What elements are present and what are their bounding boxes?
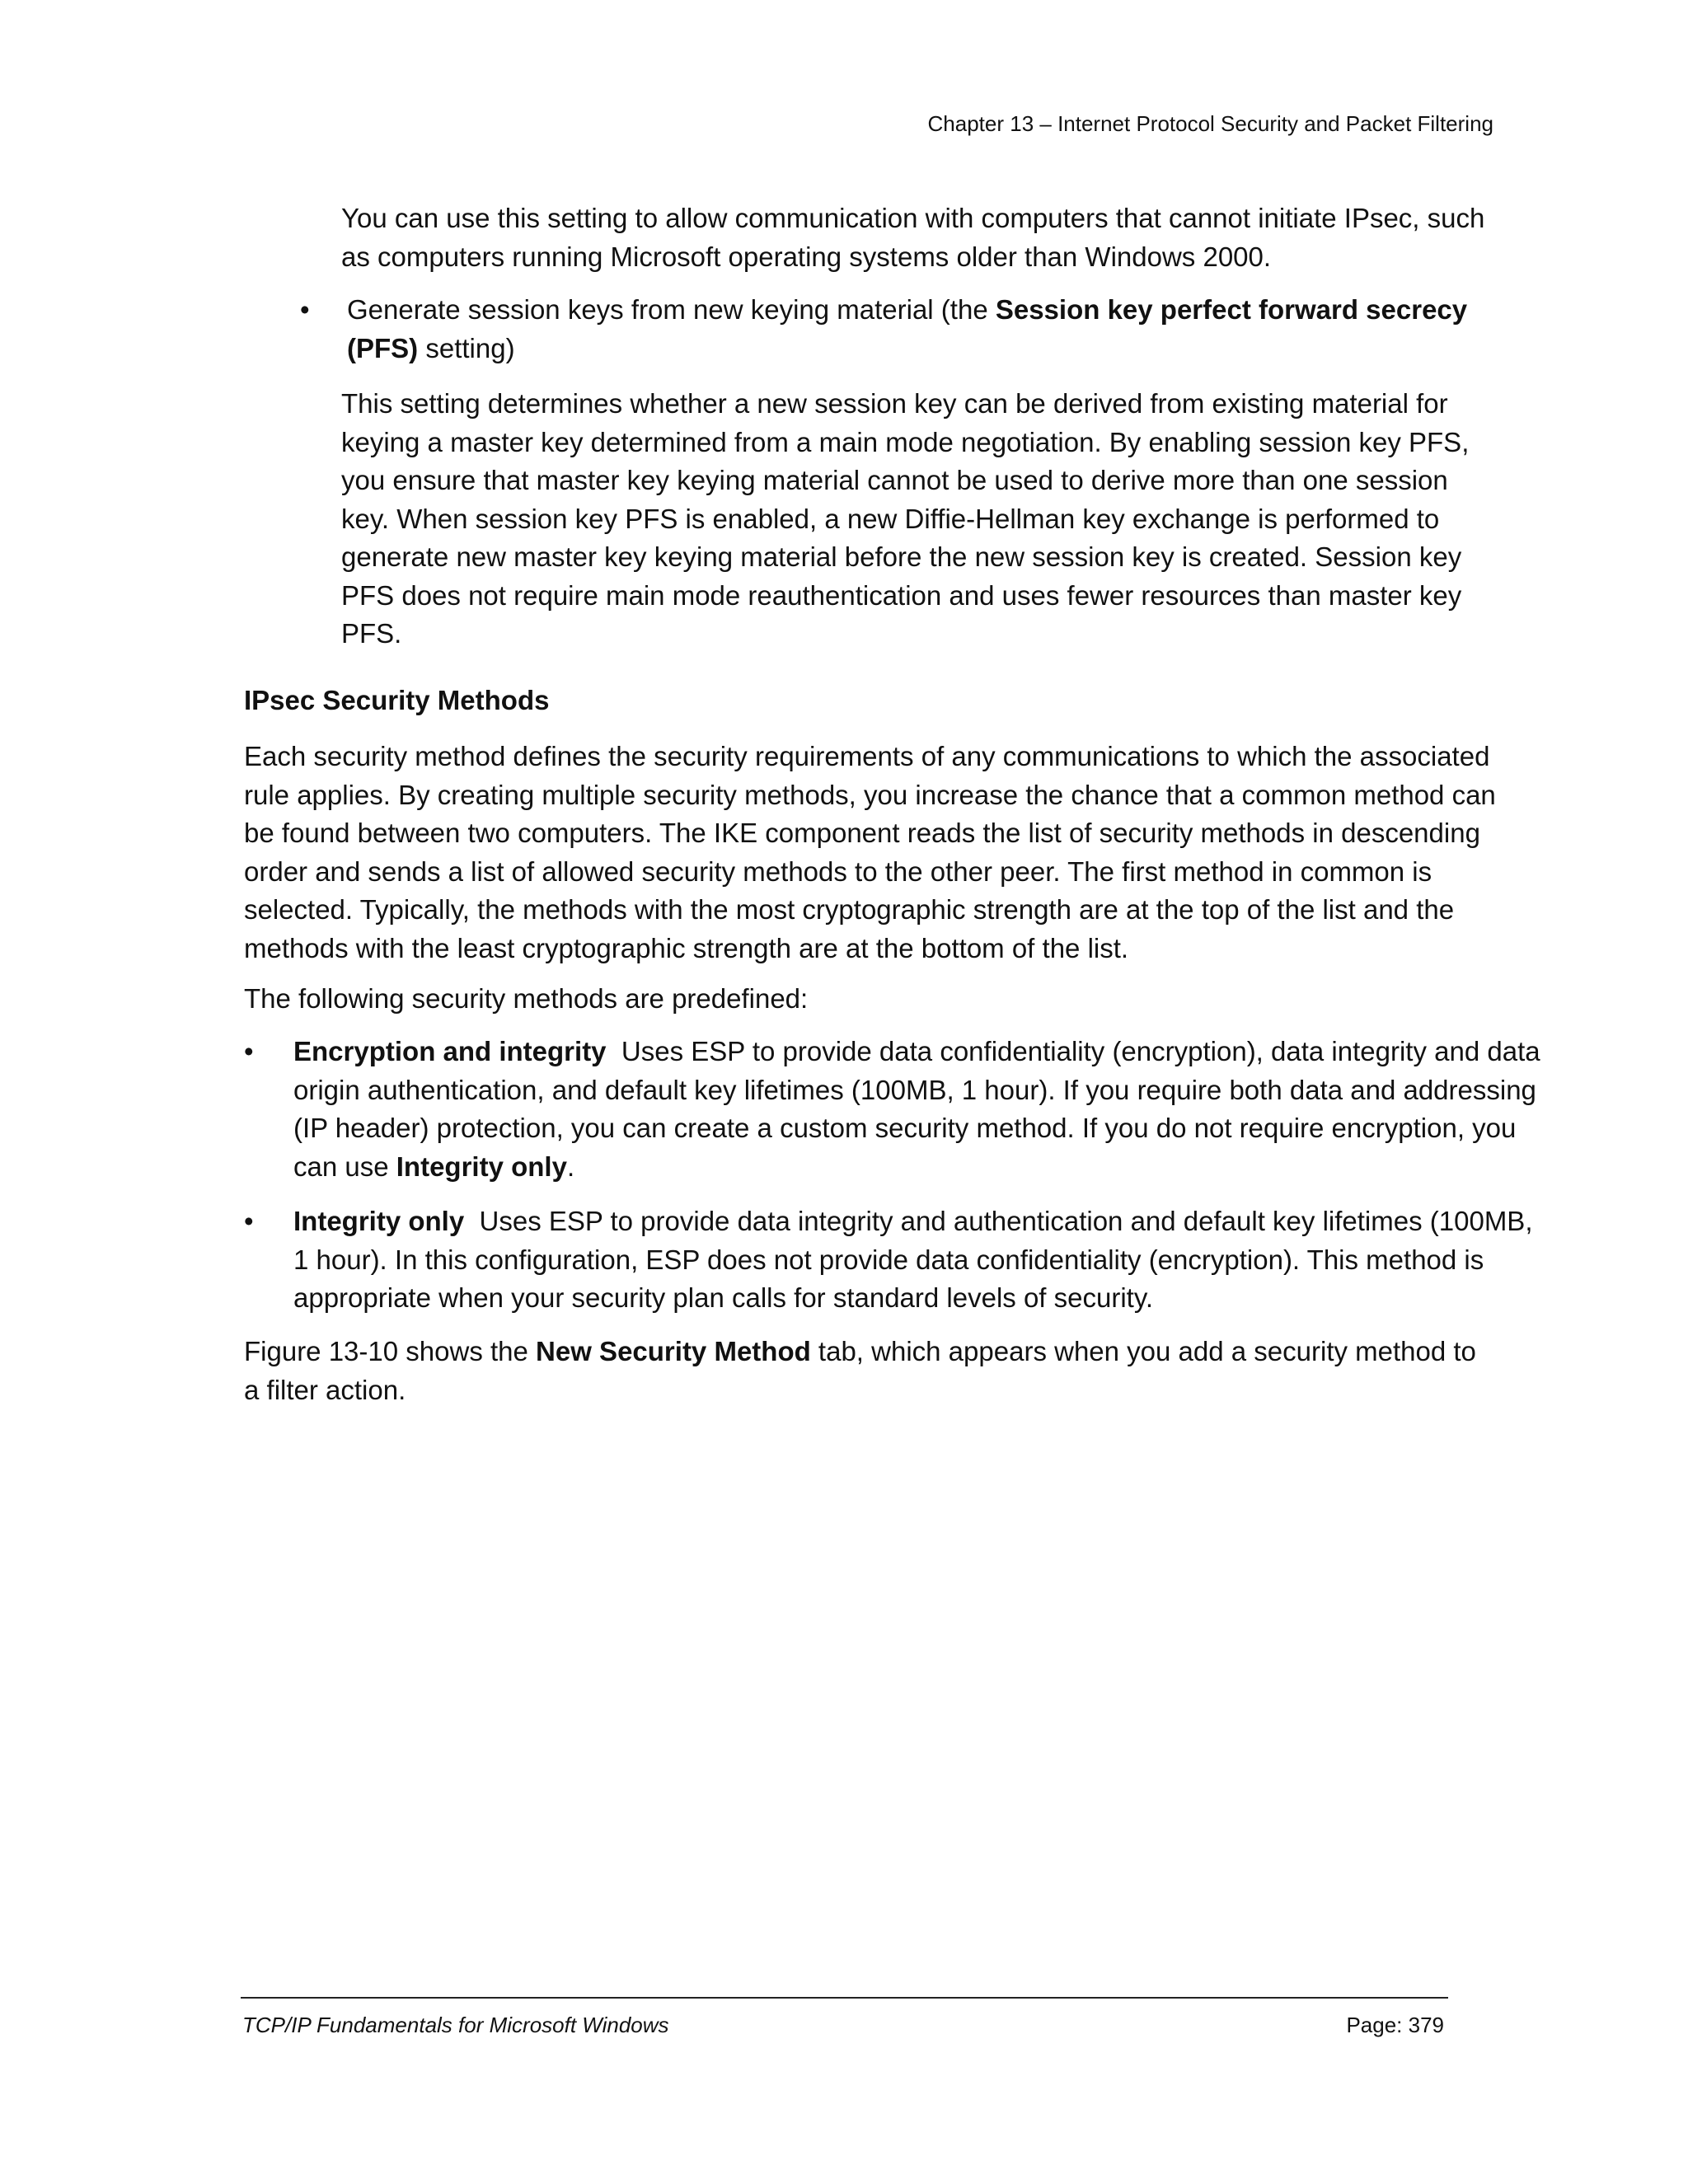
footer-page-number: Page: 379 <box>1346 2013 1444 2037</box>
method-term: Integrity only <box>293 1206 465 1236</box>
figure-ref-tail: tab, which appears when you add a security method to a filter action. <box>244 1336 1476 1405</box>
figure-ref-bold: New Security Method <box>536 1336 811 1366</box>
section-heading: IPsec Security Methods <box>244 685 550 715</box>
intro-paragraph: You can use this setting to allow communication with computers that cannot initiate IPsec, such as computers running Microsoft operating systems older than Windows 2000. <box>341 203 1485 272</box>
section-paragraph: Each security method defines the security requirements of any communications to which the associated rule applies. By creating multiple security methods, you increase the chance that a common method can be found between two computers. The IKE component reads the list of security methods in descending order and sends a list of allowed security methods to the other peer. The first method in common is selected. Typically, the methods with the most cryptographic strength are at the top of the list and the methods with the least cryptographic strength are at the bottom of the list. <box>244 741 1496 963</box>
bullet-marker: • <box>244 1036 254 1066</box>
footer-book-title: TCP/IP Fundamentals for Microsoft Windows <box>242 2013 669 2037</box>
footer-rule <box>241 1997 1448 1999</box>
pfs-bullet-item <box>347 291 1484 368</box>
method-end: . <box>566 1151 575 1182</box>
bullet-marker: • <box>244 1206 254 1236</box>
pfs-paragraph: This setting determines whether a new session key can be derived from existing material for keying a master key determined from a main mode negotiation. By enabling session key PFS, you ensure that master key keying material cannot be used to derive more than one session key. When session key PFS is enabled, a new Diffie-Hellman key exchange is performed to generate new master key keying material before the new session key is created. Session key PFS does not require main mode reauthentication and uses fewer resources than master key PFS. <box>341 388 1470 649</box>
method-description: Uses ESP to provide data confidentiality (encryption), data integrity and data origin authentication, and default key lifetimes (100MB, 1 hour). If you require both data and addressing (IP header) protection, you can create a custom security method. If you do not require encryption, you can use <box>293 1036 1548 1182</box>
bullet-marker: • <box>300 294 310 325</box>
predefined-intro: The following security methods are predefined: <box>244 983 809 1014</box>
pfs-bullet-bold: Session key perfect forward secrecy (PFS) <box>347 294 1468 363</box>
method-item-encryption-and-integrity <box>293 1033 1546 1186</box>
pfs-bullet-tail: setting) <box>418 332 515 363</box>
method-description: Uses ESP to provide data integrity and authentication and default key lifetimes (100MB, 1 hour). In this configuration, ESP does not provide data confidentiality (encryption). This method is appropriate when your security plan calls for standard levels of security. <box>293 1206 1540 1313</box>
method-ref-bold: Integrity only <box>396 1151 567 1182</box>
method-item-integrity-only <box>293 1202 1546 1318</box>
figure-reference-paragraph <box>244 1333 1497 1409</box>
pfs-bullet-lead: Generate session keys from new keying material (the <box>347 294 996 325</box>
running-header: Chapter 13 – Internet Protocol Security and Packet Filtering <box>927 111 1493 136</box>
method-term: Encryption and integrity <box>293 1036 607 1066</box>
figure-ref-lead: Figure 13-10 shows the <box>244 1336 537 1366</box>
